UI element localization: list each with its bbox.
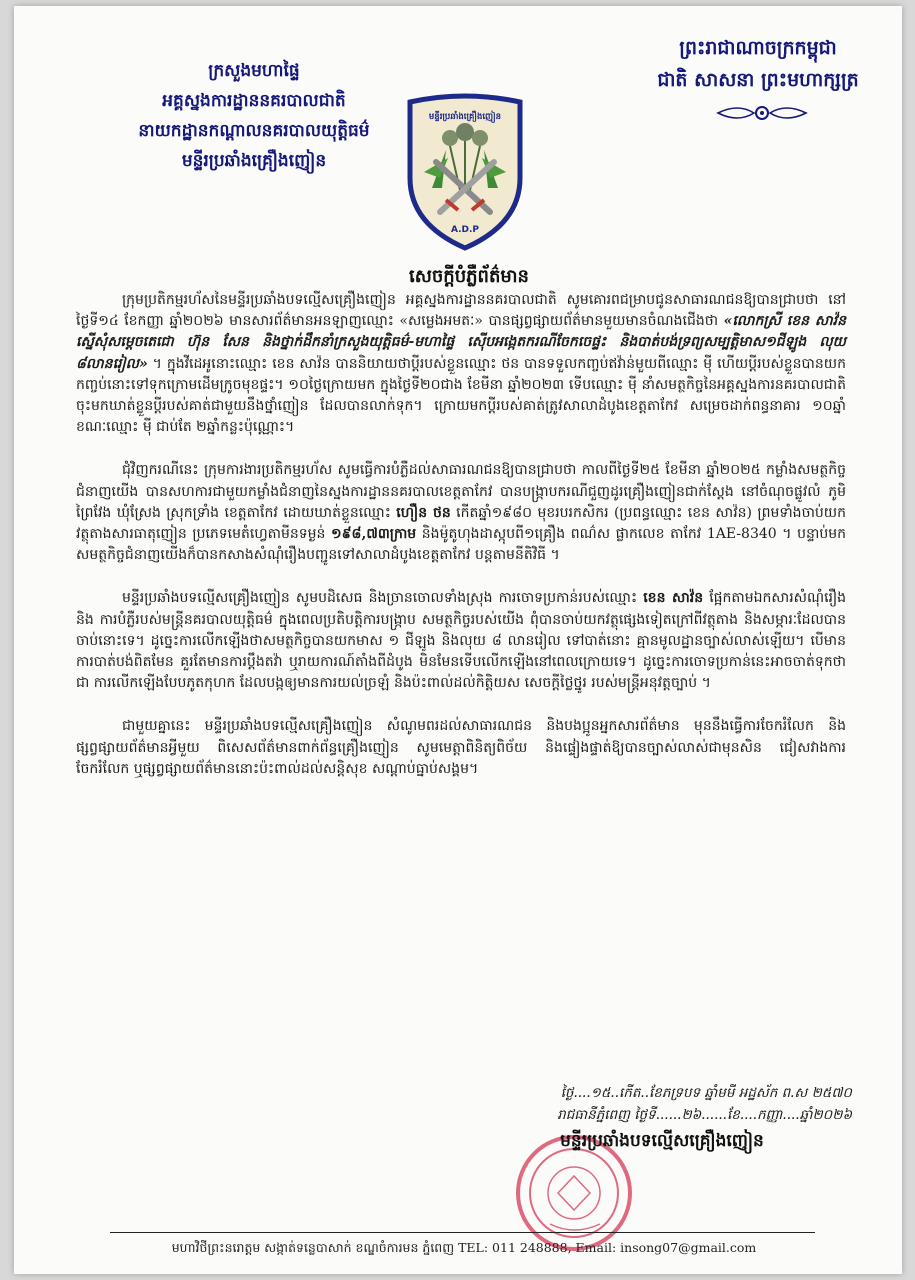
complainant-name: ខេន សាវ៉ន [643, 590, 704, 607]
ornament-icon [714, 100, 810, 126]
paragraph-2-c: និងម៉ូតូហុងដាស្កុបពី១គ្រឿង ពណ៌ស ផ្លាកលេខ តាកែវ 1AE-8340 ។ បន្ទាប់មកសមត្ថកិច្ចជំនាញយើងក៏បានកសាងសំណុំរឿងបញ្ជូនទៅសាលាដំបូងខេត្តតាកែវ បន្តតាមនីតិវិធី ។ [76, 526, 846, 564]
paragraph-2-b: កើតឆ្នាំ១៩៨០ មុខរបរកសិករ (ប្រពន្ធឈ្មោះ ខេន សាវ៉ន) ព្រមទាំងចាប់យកវត្ថុតាងសារធាតុញៀន ប្រភេទមេតំហ្វេតាមីនទម្ងន់ [76, 504, 847, 543]
signatory: មន្ទីរប្រឆាំងបទល្មើសគ្រឿងញៀន [560, 1131, 764, 1151]
paragraph-1 [76, 290, 846, 438]
paragraph-3 [76, 588, 846, 694]
document-body [76, 290, 846, 802]
solar-date: រាជធានីភ្នំពេញ ថ្ងៃទី......២៦......ខែ....កញ្ញា....ឆ្នាំ២០២៦ [557, 1107, 852, 1123]
paragraph-4: ជាមួយគ្នានេះ មន្ទីរប្រឆាំងបទល្មើសគ្រឿងញៀន សំណូមពរដល់សាធារណជន និងបងប្អូនអ្នកសារព័ត៌មាន មុននឹងធ្វើការចែករំលែក និងផ្សព្វផ្សាយព័ត៌មានអ្វីមួយ ពិសេសព័ត៌មានពាក់ព័ន្ធគ្រឿងញៀន សូមមេត្តាពិនិត្យពិច័យ និងផ្ទៀងផ្ទាត់ឱ្យបានច្បាស់លាស់ជាមុនសិន ជៀសវាងការចែករំលែក ឬផ្សព្វផ្សាយព័ត៌មាននោះប៉ះពាល់ដល់សន្តិសុខ សណ្តាប់ធ្នាប់សង្គម។ [76, 718, 846, 777]
document-page [14, 6, 902, 1274]
footer-address: មហាវិថីព្រះនរោត្តម សង្កាត់ទន្លេបាសាក់ ខណ្ឌចំការមន ភ្នំពេញ TEL: 011 248888, Email: insong07@gmail.com [171, 1240, 757, 1255]
paragraph-3-a: មន្ទីរប្រឆាំងបទល្មើសគ្រឿងញៀន សូមបដិសេធ និងច្រានចោលទាំងស្រុង ការចោទប្រកាន់របស់ឈ្មោះ [122, 590, 638, 607]
document-title: សេចក្តីបំភ្លឺព័ត៌មាន [409, 266, 529, 287]
national-motto: ជាតិ សាសនា ព្រះមហាក្សត្រ [657, 69, 859, 91]
kingdom-header [624, 32, 892, 96]
news-headline-quote: «លោកស្រី ខេន សាវ៉ន ស្នើសុំសម្តេចតេជោ ហ៊ុន សែន និងថ្នាក់ដឹកនាំក្រសួងយុត្តិធម៌-មហាផ្ទៃ ស៊ើបអង្កេតករណីចែកចេផ្ទះ និងបាត់បង់ទ្រព្យសម្បត្តិមាស១ជីឡូង លុយ ៨លានរៀល» [76, 313, 847, 372]
paragraph-3-b: ផ្អែកតាមឯកសារសំណុំរឿង និង ការបំភ្លឺរបស់មន្ត្រីនគរបាលយុត្តិធម៌ ក្នុងពេលប្រតិបត្តិការបង្ក្រាប សមត្ថកិច្ចរបស់យើង ពុំបានចាប់យកវត្ថុផ្សេងទៀតក្រៅពីវត្ថុតាង និងសម្ភារៈដែលបានចាប់នោះទេ។ ដូច្នេះការលើកឡើងថាសមត្ថកិច្ចបានយកមាស ១ ជីឡូង និងលុយ ៨ លានរៀល ទៅបាត់នោះ គ្មានមូលដ្ឋានច្បាស់លាស់ឡើយ។ បើមានការបាត់បង់ពិតមែន គួរតែមានការប្តឹងតវ៉ា ឬរាយការណ៍តាំងពីដំបូង មិនមែនទើបលើកឡើងនៅពេលក្រោយទេ។ ដូច្នេះការចោទប្រកាន់នេះអាចចាត់ទុកថាជា ការលើកឡើងបែបភូតកុហក ដែលបង្កឲ្យមានការយល់ច្រឡំ និងប៉ះពាល់ដល់កិត្តិយស សេចក្តីថ្លៃថ្នូរ របស់មន្ត្រីអនុវត្តច្បាប់ ។ [76, 590, 847, 692]
footer-divider [110, 1232, 815, 1233]
ministry-line-3: នាយកដ្ឋានកណ្តាលនគរបាលយុត្តិធម៌ [138, 121, 370, 141]
paragraph-2-a: ជុំវិញករណីនេះ ក្រុមការងារប្រតិកម្មរហ័ស សូមធ្វើការបំភ្លឺដល់សាធារណជនឱ្យបានជ្រាបថា កាលពីថ្ងៃទី២៥ ខែមីនា ឆ្នាំ២០២៥ កម្លាំងសមត្ថកិច្ចជំនាញយើង បានសហការជាមួយកម្លាំងជំនាញនៃស្នងការដ្ឋាននគរបាលខេត្តតាកែវ បានបង្ក្រាបករណីជួញដូរគ្រឿងញៀនជាក់ស្តែង នៅចំណុចផ្លូវលំ ភូមិព្រៃវែង ឃុំស្រែង ស្រុកទ្រាំង ខេត្តតាកែវ ដោយឃាត់ខ្លួនឈ្មោះ [76, 462, 846, 521]
paragraph-1-rest: ។ ក្នុងវីដេអូនោះឈ្មោះ ខេន សាវ៉ន បាននិយាយថាប្តីរបស់ខ្លួនឈ្មោះ ថន បានទទួលកញ្ចប់ឥវ៉ាន់មួយពីឈ្មោះ ម៉ី ហើយប្តីរបស់ខ្លួនបានយកកញ្ចប់នោះទៅទុកក្រោមដើមក្រូចមុខផ្ទះ។ ១០ថ្ងៃក្រោយមក ក្នុងថ្ងៃទី២០ជាង ខែមីនា ឆ្នាំ២០២៣ ទើបឈ្មោះ ម៉ី នាំសមត្ថកិច្ចនៃអគ្គស្នងការនគរបាលជាតិ ចុះមកឃាត់ខ្លួនប្តីរបស់គាត់ជាមួយនឹងថ្នាំញៀន ដែលបានលាក់ទុក។ ក្រោយមកប្តីរបស់គាត់ត្រូវសាលាដំបូងខេត្តតាកែវ សម្រេចដាក់ពន្ធនាគារ ១០ឆ្នាំ ខណៈឈ្មោះ ម៉ី ជាប់តែ ២ឆ្នាំកន្លះប៉ុណ្ណោះ។ [76, 355, 846, 436]
paragraph-2 [76, 460, 846, 566]
ministry-line-1: ក្រសួងមហាផ្ទៃ [208, 61, 300, 81]
seized-weight: ១៩៨,៧៣ក្រាម [331, 526, 417, 543]
lunar-date: ថ្ងៃ....១៥..កើត..ខែភទ្របទ ឆ្នាំមមី អដ្ឋស័ក ព.ស ២៥៧០ [560, 1085, 852, 1101]
ministry-line-4: មន្ទីរប្រឆាំងគ្រឿងញៀន [181, 151, 327, 171]
emblem-bottom-text: A.D.P [450, 225, 480, 235]
kingdom-name: ព្រះរាជាណាចក្រកម្ពុជា [679, 37, 837, 59]
ministry-line-2: អគ្គស្នងការដ្ឋាននគរបាលជាតិ [162, 91, 346, 111]
paragraph-1-intro: ក្រុមប្រតិកម្មរហ័សនៃមន្ទីរប្រឆាំងបទល្មើសគ្រឿងញៀន អគ្គស្នងការដ្ឋាននគរបាលជាតិ សូមគោរពជម្រាបជូនសាធារណជនឱ្យបានជ្រាបថា នៅថ្ងៃទី១៤ ខែកញ្ញា ឆ្នាំ២០២៦ មានសារព័ត៌មានអនឡាញឈ្មោះ «សម្លេងអមតៈ» បានផ្សព្វផ្សាយព័ត៌មានមួយមានចំណងជើងថា [76, 292, 846, 330]
dateline [432, 1082, 852, 1126]
suspect-name: ហឿន ថន [396, 504, 451, 521]
agency-emblem [402, 92, 528, 252]
ministry-header [94, 56, 414, 176]
emblem-top-text: មន្ទីរប្រឆាំងគ្រឿងញៀន [428, 112, 502, 122]
